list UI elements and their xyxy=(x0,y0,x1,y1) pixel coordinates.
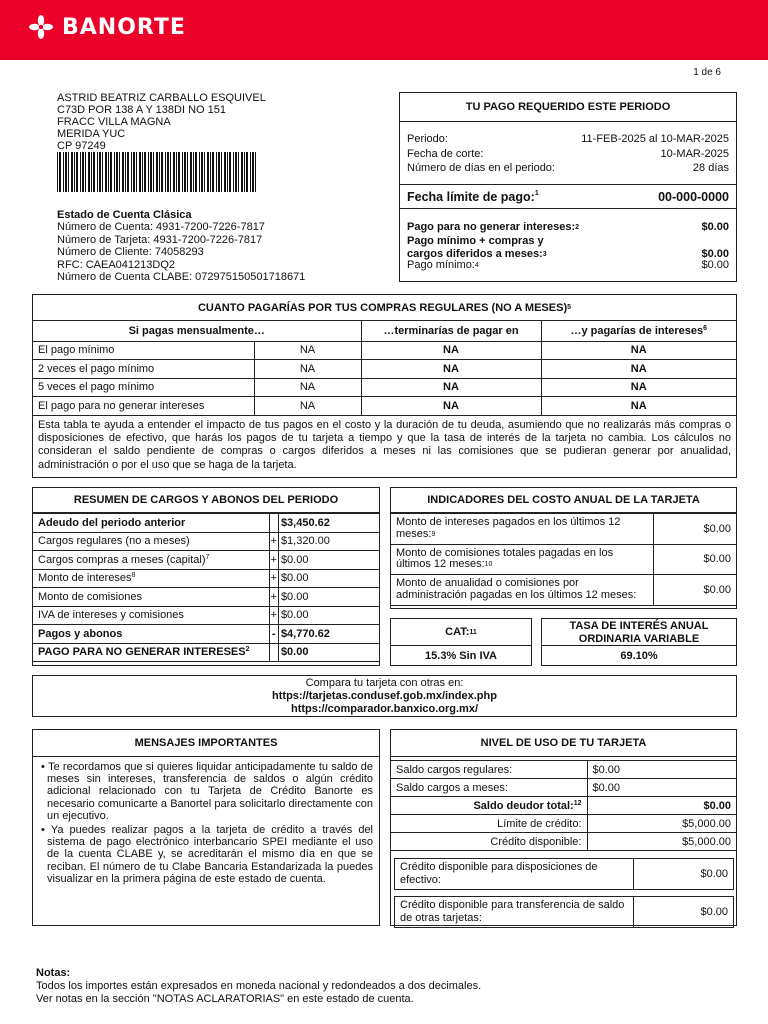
row-label: 5 veces el pago mínimo xyxy=(33,378,254,397)
barcode-bar xyxy=(170,152,171,192)
summary-row xyxy=(33,606,379,625)
summary-sign: - xyxy=(269,625,278,644)
brand-header xyxy=(0,0,768,60)
cell-value: NA xyxy=(361,360,541,379)
account-number: Número de Cuenta: 4931-7200-7226-7817 xyxy=(57,221,265,234)
summary-value: $4,770.62 xyxy=(278,625,379,644)
regular-purchases-box xyxy=(32,294,737,478)
clabe-number: Número de Cuenta CLABE: 072975150501718671 xyxy=(57,271,306,284)
barcode-bar xyxy=(153,152,154,192)
message-text: Te recordamos que si quieres liquidar anticipadamente tu saldo de meses sin intereses, transferencia de saldos o algún crédito adicional relacionado con tu Tarjeta de Crédito Banorte es necesario comunicarte a Banortel para solicitarlo directamente con un ejecutivo. xyxy=(47,761,373,822)
barcode-bar xyxy=(255,152,256,192)
cell-value: NA xyxy=(361,341,541,360)
barcode-bar xyxy=(184,152,186,192)
barcode-bar xyxy=(246,152,248,192)
barcode-bar xyxy=(88,152,90,192)
barcode-bar xyxy=(74,152,75,192)
barcode-bar xyxy=(68,152,69,192)
barcode-bar xyxy=(93,152,95,192)
statement-type: Estado de Cuenta Clásica xyxy=(57,209,192,221)
summary-label-text: IVA de intereses y comisiones xyxy=(38,609,184,622)
row-label: El pago mínimo xyxy=(33,341,254,360)
table-row xyxy=(391,815,736,833)
cell-value: NA xyxy=(541,341,736,360)
usage-label xyxy=(391,797,587,815)
barcode-bar xyxy=(193,152,194,192)
usage-label: Crédito disponible: xyxy=(391,833,587,851)
barcode-bar xyxy=(133,152,135,192)
banxico-link[interactable]: https://comparador.banxico.org.mx/ xyxy=(290,703,479,715)
barcode-bar xyxy=(63,152,64,192)
summary-label xyxy=(33,606,269,625)
cell-value: NA xyxy=(361,397,541,416)
cat-label-text: CAT: xyxy=(445,626,470,638)
barcode-bar xyxy=(102,152,103,192)
summary-label-text: PAGO PARA NO GENERAR INTERESES xyxy=(38,646,246,659)
usage-title: NIVEL DE USO DE TU TARJETA xyxy=(391,730,736,757)
rfc: RFC: CAEA041213DQ2 xyxy=(57,258,175,271)
barcode-bar xyxy=(76,152,78,192)
indicator-row xyxy=(391,575,736,606)
barcode-bar xyxy=(224,152,226,192)
barcode-bar xyxy=(116,152,118,192)
barcode-bar xyxy=(139,152,141,192)
summary-value: $0.00 xyxy=(278,551,379,570)
barcode-bar xyxy=(212,152,214,192)
condusef-link[interactable]: https://tarjetas.condusef.gob.mx/index.php xyxy=(272,690,497,702)
footnote-ref: 8 xyxy=(131,572,136,580)
barcode-bar xyxy=(199,152,200,192)
summary-row xyxy=(33,514,379,533)
barcode-bar xyxy=(227,152,228,192)
usage-value: $0.00 xyxy=(587,779,736,797)
table-row xyxy=(33,397,736,416)
table-row xyxy=(33,360,736,379)
barcode-bar xyxy=(110,152,112,192)
usage-value: $0.00 xyxy=(587,797,736,815)
summary-label xyxy=(33,569,269,588)
cell-value: NA xyxy=(254,341,361,360)
footnote-ref: 1 xyxy=(534,189,539,197)
barcode-bar xyxy=(244,152,245,192)
cash-value: $0.00 xyxy=(633,858,734,890)
notes-line: Ver notas en la sección "NOTAS ACLARATORIAS" en este estado de cuenta. xyxy=(36,993,414,1005)
summary-value: $0.00 xyxy=(278,643,379,662)
barcode-bar xyxy=(142,152,143,192)
regular-table-header xyxy=(33,321,736,341)
summary-label-text: Cargos compras a meses (capital) xyxy=(38,553,206,566)
indicators-title: INDICADORES DEL COSTO ANUAL DE LA TARJETA xyxy=(391,488,736,513)
barcode-bar xyxy=(161,152,163,192)
summary-value: $3,450.62 xyxy=(278,514,379,533)
barcode-bar xyxy=(204,152,205,192)
barcode-bar xyxy=(159,152,160,192)
barcode-bar xyxy=(65,152,67,192)
cell-value: NA xyxy=(541,397,736,416)
brand-name: BANORTE xyxy=(62,14,186,40)
notes xyxy=(36,967,481,1006)
barcode-bar xyxy=(131,152,132,192)
barcode-bar xyxy=(144,152,146,192)
rate-value: 69.10% xyxy=(620,650,658,662)
summary-row xyxy=(33,643,379,662)
address-line: C73D POR 138 A Y 138DI NO 151 xyxy=(57,104,226,116)
indicator-value: $0.00 xyxy=(653,544,736,575)
barcode-bar xyxy=(80,152,81,192)
col-header: Si pagas mensualmente… xyxy=(33,321,361,341)
summary-label-text: Monto de comisiones xyxy=(38,590,142,603)
messages-list xyxy=(33,757,379,885)
cat-value: 15.3% Sin IVA xyxy=(425,650,497,662)
usage-value: $5,000.00 xyxy=(587,833,736,851)
summary-row xyxy=(33,551,379,570)
due-date-row xyxy=(400,184,736,209)
summary-table xyxy=(33,513,379,662)
col-header xyxy=(541,321,736,341)
usage-label: Saldo cargos regulares: xyxy=(391,761,587,779)
barcode-bar xyxy=(71,152,73,192)
barcode-bar xyxy=(165,152,166,192)
barcode-bar xyxy=(127,152,129,192)
footnote-ref: 11 xyxy=(469,629,477,636)
table-row xyxy=(391,833,736,851)
col-header: …terminarías de pagar en xyxy=(361,321,541,341)
banorte-logo xyxy=(28,14,186,40)
account-info xyxy=(57,209,305,283)
summary-label xyxy=(33,551,269,570)
summary-label xyxy=(33,532,269,551)
barcode-bar xyxy=(216,152,217,192)
days-value: 28 días xyxy=(692,162,729,174)
rate-box xyxy=(541,618,737,666)
days-label: Número de días en el periodo: xyxy=(407,162,555,174)
indicator-value: $0.00 xyxy=(653,575,736,606)
col-header-text: …y pagarías de intereses xyxy=(570,324,704,337)
card-number: Número de Tarjeta: 4931-7200-7226-7817 xyxy=(57,233,263,246)
usage-label: Límite de crédito: xyxy=(391,815,587,833)
indicators-table xyxy=(391,513,736,606)
barcode-bar xyxy=(150,152,152,192)
barcode-bar xyxy=(82,152,84,192)
summary-value: $0.00 xyxy=(278,588,379,607)
transfer-label: Crédito disponible para transferencia de saldo de otras tarjetas: xyxy=(394,896,634,928)
client-number: Número de Cliente: 74058293 xyxy=(57,246,204,259)
cut-date-value: 10-MAR-2025 xyxy=(660,147,729,160)
min-plus-label-cont: cargos diferidos a meses: xyxy=(407,248,543,260)
summary-value: $0.00 xyxy=(278,606,379,625)
indicator-row xyxy=(391,544,736,575)
summary-label xyxy=(33,625,269,644)
footnote-ref: 5 xyxy=(567,304,572,311)
barcode-bar xyxy=(59,152,61,192)
period-value: 11-FEB-2025 al 10-MAR-2025 xyxy=(581,133,729,145)
message-item: • Te recordamos que si quieres liquidar anticipadamente tu saldo de meses sin intereses, transferencia de saldos o algún crédito adicional relacionado con tu Tarjeta de Crédito Banorte es necesario comunicarte a Banortel para solicitarlo directamente con un ejecutivo. xyxy=(41,761,373,822)
regular-title xyxy=(33,295,736,321)
summary-label xyxy=(33,588,269,607)
footnote-ref: 12 xyxy=(573,799,582,807)
summary-label-text: Cargos regulares (no a meses) xyxy=(38,535,190,548)
cut-date-label: Fecha de corte: xyxy=(407,147,484,160)
barcode-bar xyxy=(235,152,237,192)
summary-title: RESUMEN DE CARGOS Y ABONOS DEL PERIODO xyxy=(33,488,379,513)
summary-row xyxy=(33,569,379,588)
cat-box xyxy=(390,618,532,666)
due-date-label: Fecha límite de pago: xyxy=(407,189,535,204)
regular-title-text: CUANTO PAGARÍAS POR TUS COMPRAS REGULARES (NO A MESES) xyxy=(197,302,568,314)
indicator-label-text: Monto de intereses pagados en los últimos 12 meses: xyxy=(396,516,621,540)
usage-box xyxy=(390,729,737,926)
barcode-bar xyxy=(207,152,209,192)
barcode-bar xyxy=(173,152,175,192)
summary-label-text: Monto de intereses xyxy=(38,572,132,585)
summary-value: $0.00 xyxy=(278,569,379,588)
no-interest-label: Pago para no generar intereses: xyxy=(407,221,576,233)
summary-label xyxy=(33,643,269,662)
min-payment-value: $0.00 xyxy=(701,258,729,271)
indicator-label-text: Monto de comisiones totales pagadas en los últimos 12 meses: xyxy=(396,546,614,571)
barcode-bar xyxy=(238,152,239,192)
barcode-bar xyxy=(250,152,251,192)
summary-sign xyxy=(269,643,278,662)
table-row xyxy=(33,341,736,360)
messages-box xyxy=(32,729,380,926)
address-line: FRACC VILLA MAGNA xyxy=(57,116,171,128)
barcode-bar xyxy=(229,152,231,192)
indicator-label xyxy=(391,514,653,545)
summary-label-text: Adeudo del periodo anterior xyxy=(38,516,186,529)
debt-label: Saldo deudor total: xyxy=(473,799,574,812)
indicators-box xyxy=(390,487,737,609)
indicator-value: $0.00 xyxy=(653,514,736,545)
table-row xyxy=(391,779,736,797)
summary-row xyxy=(33,625,379,644)
indicator-label-text: Monto de anualidad o comisiones por administración pagadas en los últimos 12 meses: xyxy=(396,577,637,601)
footnote-ref: 3 xyxy=(542,251,547,258)
compare-box xyxy=(32,675,737,717)
barcode-bar xyxy=(187,152,188,192)
summary-row xyxy=(33,532,379,551)
cell-value: NA xyxy=(254,360,361,379)
cash-label: Crédito disponible para disposiciones de efectivo: xyxy=(394,858,634,890)
barcode-bar xyxy=(176,152,177,192)
barcode-bar xyxy=(182,152,183,192)
barcode-bar xyxy=(122,152,124,192)
footnote-ref: 9 xyxy=(431,530,436,538)
postal-barcode xyxy=(57,152,259,192)
barcode-bar xyxy=(195,152,197,192)
usage-label: Saldo cargos a meses: xyxy=(391,779,587,797)
payment-required-box xyxy=(399,92,737,282)
summary-label-text: Pagos y abonos xyxy=(38,627,123,640)
cell-value: NA xyxy=(361,378,541,397)
summary-value: $1,320.00 xyxy=(278,532,379,551)
barcode-bar xyxy=(167,152,169,192)
row-label: El pago para no generar intereses xyxy=(33,397,254,416)
table-row xyxy=(391,761,736,779)
summary-label xyxy=(33,514,269,533)
period-label: Periodo: xyxy=(407,133,448,145)
footnote-ref: 2 xyxy=(575,224,580,231)
due-date-value: 00-000-0000 xyxy=(658,189,729,204)
usage-value: $0.00 xyxy=(587,761,736,779)
barcode-bar xyxy=(148,152,149,192)
barcode-bar xyxy=(99,152,101,192)
barcode-bar xyxy=(85,152,86,192)
banorte-logo-icon xyxy=(28,14,54,40)
payment-title: TU PAGO REQUERIDO ESTE PERIODO xyxy=(400,93,736,122)
min-plus-label: Pago mínimo + compras y xyxy=(407,234,544,247)
barcode-bar xyxy=(91,152,92,192)
table-row xyxy=(33,378,736,397)
address-line: CP 97249 xyxy=(57,140,106,152)
barcode-bar xyxy=(252,152,254,192)
barcode-bar xyxy=(97,152,98,192)
regular-table xyxy=(33,321,736,416)
page-number: 1 de 6 xyxy=(693,67,721,78)
summary-sign: + xyxy=(269,569,278,588)
min-plus-value: $0.00 xyxy=(701,248,729,260)
rate-label: TASA DE INTERÉS ANUAL ORDINARIA VARIABLE xyxy=(542,619,736,646)
messages-title: MENSAJES IMPORTANTES xyxy=(33,730,379,757)
footnote-ref: 2 xyxy=(245,646,250,654)
cell-value: NA xyxy=(254,397,361,416)
summary-box xyxy=(32,487,380,666)
row-label: 2 veces el pago mínimo xyxy=(33,360,254,379)
barcode-bar xyxy=(119,152,120,192)
notes-title: Notas: xyxy=(36,967,71,979)
indicator-row xyxy=(391,514,736,545)
address-line: MERIDA YUC xyxy=(57,128,126,140)
barcode-bar xyxy=(57,152,58,192)
payment-amounts xyxy=(407,221,729,272)
summary-sign xyxy=(269,514,278,533)
barcode-bar xyxy=(114,152,115,192)
barcode-bar xyxy=(233,152,234,192)
regular-note: Esta tabla te ayuda a entender el impacto de tus pagos en el costo y la duración de tu deuda, asumiendo que no realizarás más compras o disposiciones de efectivo, que harás los pagos de tu tarjeta a tiempo y que la tasa de interés de la tarjeta no cambia. Los cálculos no consideran el saldo pendiente de compras o cargos diferidos a meses ni las comisiones que se pudieran generar por anualidad, administración o por el uso que se haga de la tarjeta. xyxy=(38,418,731,471)
barcode-bar xyxy=(210,152,211,192)
summary-sign: + xyxy=(269,588,278,607)
notes-line: Todos los importes están expresados en moneda nacional y redondeados a dos decimales. xyxy=(36,980,482,992)
usage-value: $5,000.00 xyxy=(587,815,736,833)
summary-sign: + xyxy=(269,606,278,625)
barcode-bar xyxy=(241,152,243,192)
cell-value: NA xyxy=(254,378,361,397)
barcode-bar xyxy=(218,152,220,192)
summary-sign: + xyxy=(269,551,278,570)
barcode-bar xyxy=(105,152,107,192)
period-info xyxy=(400,122,736,176)
message-text: Ya puedes realizar pagos a la tarjeta de crédito a través del sistema de pago electrónico interbancario SPEI mediante el uso de la cuenta CLABE y, se acreditarán el mismo día en que se reciban. El número de tu Clabe Bancaria Estandarizada la puedes visualizar en la primera página de este estado de cuenta. xyxy=(47,824,373,885)
barcode-bar xyxy=(108,152,109,192)
barcode-bar xyxy=(201,152,203,192)
transfer-value: $0.00 xyxy=(633,896,734,928)
usage-table xyxy=(391,760,736,851)
barcode-bar xyxy=(221,152,222,192)
footnote-ref: 10 xyxy=(484,561,493,569)
summary-sign: + xyxy=(269,532,278,551)
indicator-label xyxy=(391,544,653,575)
cell-value: NA xyxy=(541,378,736,397)
indicator-label xyxy=(391,575,653,606)
barcode-bar xyxy=(136,152,137,192)
footnote-ref: 6 xyxy=(703,324,708,332)
barcode-bar xyxy=(190,152,192,192)
customer-address xyxy=(57,92,266,152)
footnote-ref: 4 xyxy=(474,261,479,269)
cat-label xyxy=(391,619,531,646)
message-item: • Ya puedes realizar pagos a la tarjeta de crédito a través del sistema de pago electrónico interbancario SPEI mediante el uso de la cuenta CLABE y, se acreditarán el mismo día en que se reciban. El número de tu Clabe Bancaria Estandarizada la puedes visualizar en la primera página de este estado de cuenta. xyxy=(41,824,373,885)
barcode-bar xyxy=(156,152,158,192)
footnote-ref: 7 xyxy=(205,553,210,561)
no-interest-value: $0.00 xyxy=(701,221,729,233)
summary-row xyxy=(33,588,379,607)
barcode-bar xyxy=(125,152,126,192)
barcode-bar xyxy=(178,152,180,192)
table-row xyxy=(391,797,736,815)
address-line: ASTRID BEATRIZ CARBALLO ESQUIVEL xyxy=(57,92,266,104)
cell-value: NA xyxy=(541,360,736,379)
compare-text: Compara tu tarjeta con otras en: xyxy=(305,677,464,689)
min-payment-label: Pago mínimo: xyxy=(407,258,475,271)
